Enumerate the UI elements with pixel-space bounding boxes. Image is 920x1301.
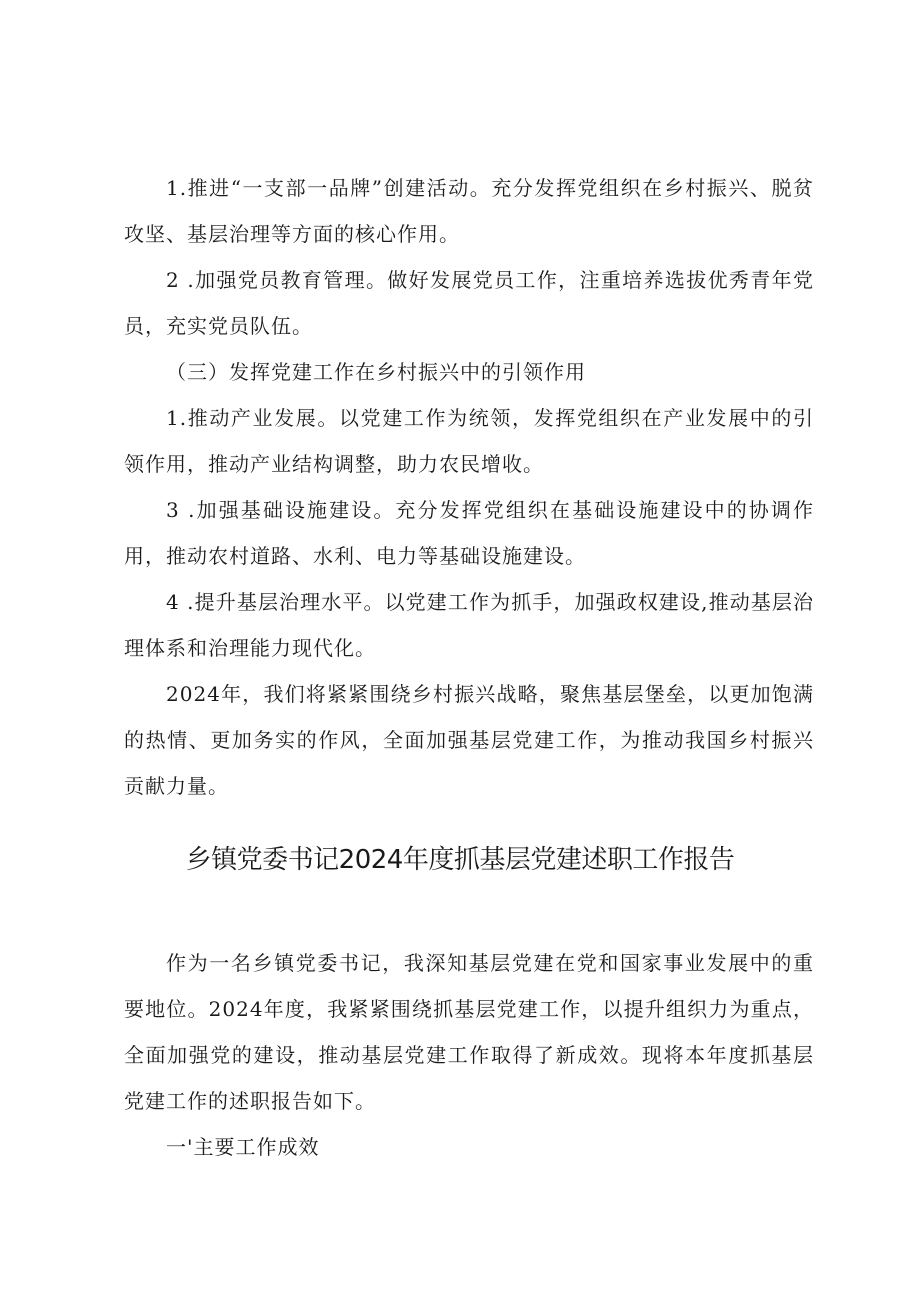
subsection-heading-3: （三）发挥党建工作在乡村振兴中的引领作用 [166, 360, 586, 384]
paragraph-infrastructure: 3 .加强基础设施建设。充分发挥党组织在基础设施建设中的协调作用，推动农村道路、水利、电力等基础设施建设。 [124, 498, 814, 568]
section-heading-1: 一'主要工作成效 [166, 1135, 320, 1159]
paragraph-governance: 4 .提升基层治理水平。以党建工作为抓手，加强政权建设,推动基层治理体系和治理能力现代化。 [124, 590, 814, 660]
paragraph-2024-outlook: 2024年，我们将紧紧围绕乡村振兴战略，聚焦基层堡垒，以更加饱满的热情、更加务实的作风，全面加强基层党建工作，为推动我国乡村振兴贡献力量。 [124, 682, 814, 798]
paragraph-item-1-brand: 1.推进“一支部一品牌”创建活动。充分发挥党组织在乡村振兴、脱贫攻坚、基层治理等方面的核心作用。 [124, 176, 814, 246]
report-title: 乡镇党委书记2024年度抓基层党建述职工作报告 [185, 845, 735, 875]
report-intro: 作为一名乡镇党委书记，我深知基层党建在党和国家事业发展中的重要地位。2024年度，我紧紧围绕抓基层党建工作，以提升组织力为重点，全面加强党的建设，推动基层党建工作取得了新成效。现将本年度抓基层党建工作的述职报告如下。 [124, 951, 814, 1113]
paragraph-item-2-education: 2 .加强党员教育管理。做好发展党员工作，注重培养选拔优秀青年党员，充实党员队伍。 [124, 268, 814, 338]
paragraph-industry: 1.推动产业发展。以党建工作为统领，发挥党组织在产业发展中的引领作用，推动产业结构调整，助力农民增收。 [124, 406, 814, 476]
